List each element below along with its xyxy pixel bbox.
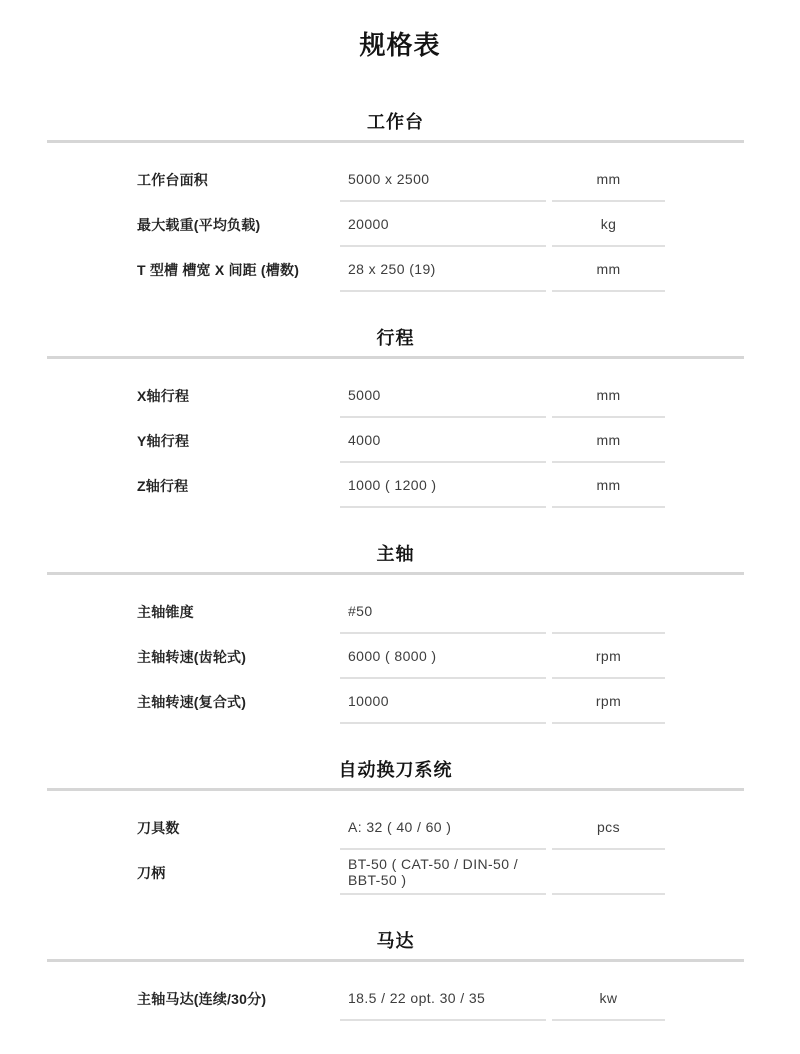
section-rows [47,976,744,1021]
spec-row [47,589,744,634]
spec-unit: rpm [552,634,665,679]
section-title: 自动换刀系统 [338,760,453,780]
section-spindle [47,542,744,724]
spec-label: 主轴锥度 [137,603,194,620]
section-atc [47,758,744,895]
spec-unit: rpm [552,679,665,724]
section-divider [47,356,744,359]
spec-unit [552,850,665,895]
spec-row [47,634,744,679]
section-divider [47,788,744,791]
spec-label: 主轴转速(齿轮式) [137,648,247,665]
spec-value: 4000 [340,418,546,463]
spec-value: 6000 ( 8000 ) [340,634,546,679]
section-motor [47,929,744,1021]
spec-row [47,805,744,850]
spec-label: Z轴行程 [137,477,189,494]
section-rows [47,373,744,508]
spec-unit: mm [552,157,665,202]
section-divider [47,140,744,143]
spec-label: 刀柄 [137,864,166,881]
section-title: 主轴 [376,544,415,564]
spec-unit: kw [552,976,665,1021]
section-divider [47,572,744,575]
spec-row [47,157,744,202]
spec-value: 1000 ( 1200 ) [340,463,546,508]
section-rows [47,157,744,292]
spec-label: Y轴行程 [137,432,190,449]
spec-row [47,463,744,508]
spec-label: X轴行程 [137,387,190,404]
spec-row [47,850,744,895]
spec-label: 主轴转速(复合式) [137,693,247,710]
spec-value: 5000 x 2500 [340,157,546,202]
spec-unit: kg [552,202,665,247]
spec-value: 10000 [340,679,546,724]
spec-unit: mm [552,418,665,463]
spec-unit: mm [552,373,665,418]
section-title: 行程 [376,328,415,348]
spec-unit: mm [552,247,665,292]
spec-row [47,373,744,418]
section-divider [47,959,744,962]
section-worktable [47,110,744,292]
spec-value: BT-50 ( CAT-50 / DIN-50 / BBT-50 ) [340,850,546,895]
spec-label: 最大载重(平均负载) [137,216,261,233]
spec-value: 18.5 / 22 opt. 30 / 35 [340,976,546,1021]
spec-value: 28 x 250 (19) [340,247,546,292]
spec-unit: pcs [552,805,665,850]
spec-row [47,202,744,247]
spec-value: A: 32 ( 40 / 60 ) [340,805,546,850]
spec-row [47,418,744,463]
spec-label: 刀具数 [137,819,180,836]
page-title: 规格表 [359,30,441,60]
spec-value: #50 [340,589,546,634]
spec-row [47,976,744,1021]
section-travel [47,326,744,508]
spec-label: 工作台面积 [137,171,208,188]
spec-value: 20000 [340,202,546,247]
spec-label: T 型槽 槽宽 X 间距 (槽数) [137,261,300,278]
spec-content [47,110,744,1021]
section-title: 工作台 [367,112,424,132]
spec-unit: mm [552,463,665,508]
section-title: 马达 [376,931,415,951]
spec-label: 主轴马达(连续/30分) [137,990,267,1007]
spec-row [47,679,744,724]
spec-row [47,247,744,292]
spec-unit [552,589,665,634]
section-rows [47,805,744,895]
spec-value: 5000 [340,373,546,418]
section-rows [47,589,744,724]
